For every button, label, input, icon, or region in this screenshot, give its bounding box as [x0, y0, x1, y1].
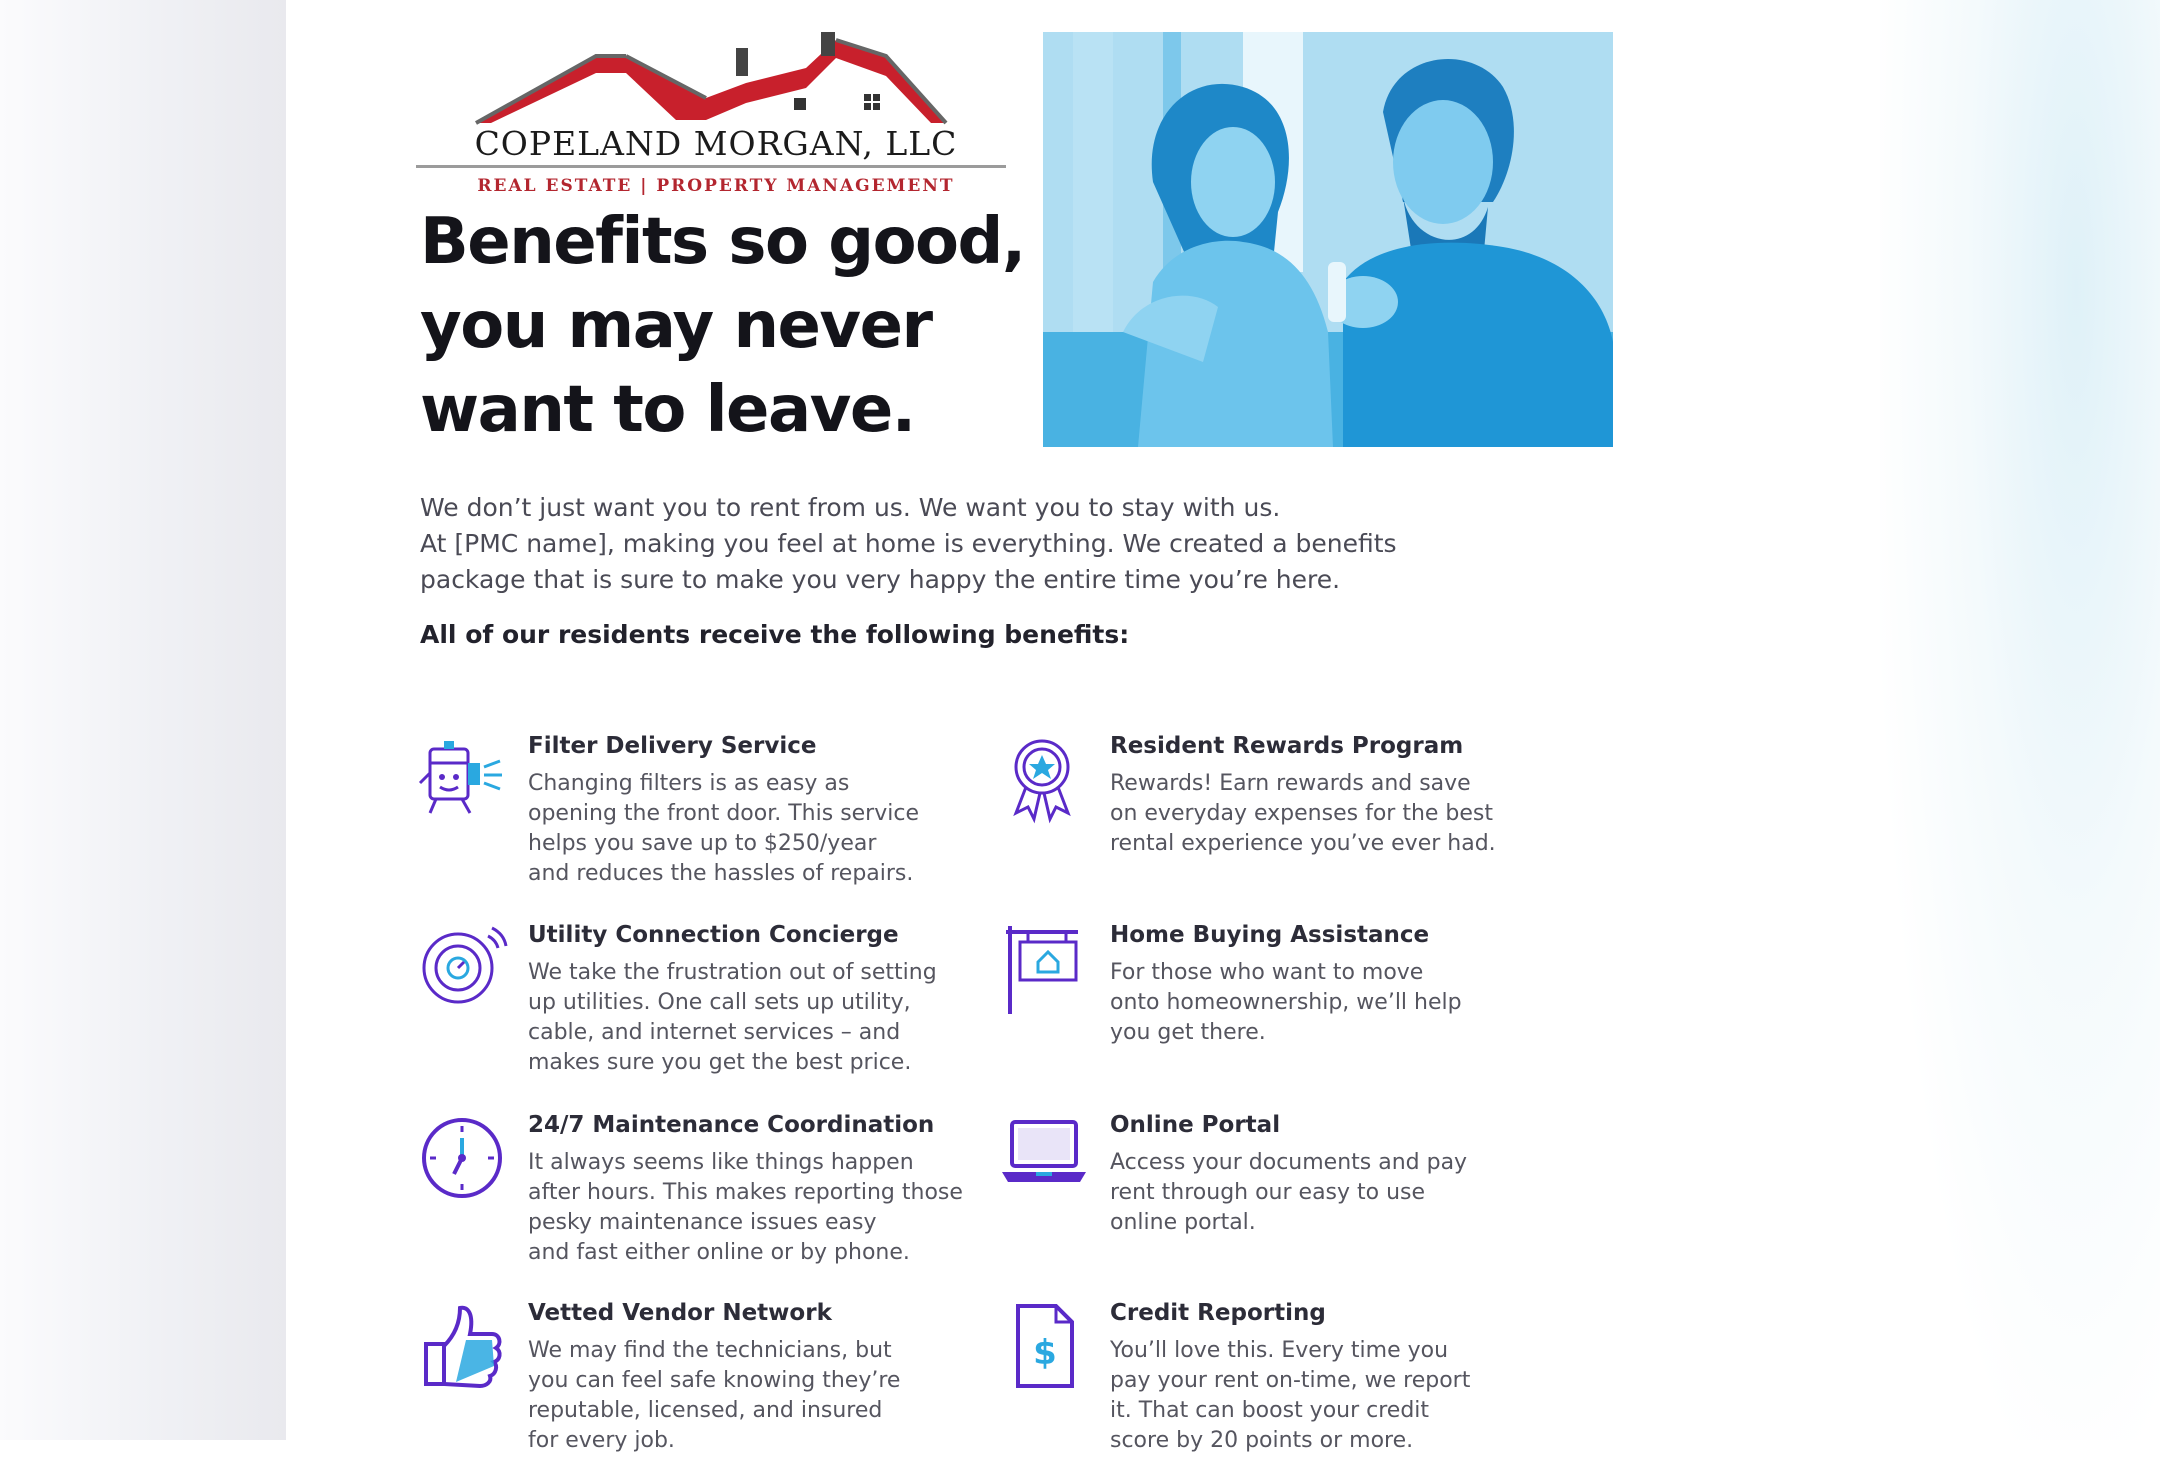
company-name: COPELAND MORGAN, LLC [474, 124, 958, 163]
benefit-desc-line: You’ll love this. Every time you [1110, 1338, 1449, 1363]
couple-photo [1043, 32, 1613, 447]
benefit-desc-line: We take the frustration out of setting [528, 960, 937, 985]
benefit-utility-connection [416, 922, 996, 1082]
clock-icon [416, 1112, 508, 1204]
benefit-desc-line: online portal. [1110, 1210, 1256, 1235]
intro-paragraph [420, 490, 1520, 598]
benefit-desc-line: cable, and internet services – and [528, 1020, 901, 1045]
benefit-title: Online Portal [1110, 1112, 1281, 1138]
benefit-desc-line: For those who want to move [1110, 960, 1424, 985]
benefit-desc-line: score by 20 points or more. [1110, 1428, 1414, 1453]
intro-line-1: We don’t just want you to rent from us. We want you to stay with us. [420, 493, 1281, 522]
benefit-desc-line: rental experience you’ve ever had. [1110, 831, 1496, 856]
house-roof-logo-icon [416, 28, 1016, 128]
filter-delivery-icon [416, 733, 508, 825]
svg-text:$: $ [1033, 1333, 1057, 1373]
benefit-resident-rewards [998, 733, 1578, 893]
utility-meter-icon [416, 922, 508, 1014]
company-tagline: REAL ESTATE | PROPERTY MANAGEMENT [477, 176, 955, 196]
benefit-desc-line: and fast either online or by phone. [528, 1240, 910, 1265]
laptop-icon [998, 1112, 1090, 1204]
benefit-description [1110, 1336, 1470, 1456]
benefit-maintenance [416, 1112, 996, 1272]
benefit-desc-line: up utilities. One call sets up utility, [528, 990, 911, 1015]
benefit-description [528, 1336, 900, 1456]
benefit-title: 24/7 Maintenance Coordination [528, 1112, 935, 1138]
benefit-filter-delivery [416, 733, 996, 893]
company-logo [416, 28, 1016, 208]
benefit-desc-line: you get there. [1110, 1020, 1266, 1045]
benefit-desc-line: on everyday expenses for the best [1110, 801, 1494, 826]
benefit-title: Resident Rewards Program [1110, 733, 1464, 759]
headline-line-1: Benefits so good, [420, 205, 1025, 279]
benefit-credit-reporting [998, 1300, 1578, 1460]
benefit-title: Filter Delivery Service [528, 733, 817, 759]
benefits-lead-in: All of our residents receive the following benefits: [420, 620, 1130, 649]
home-sale-sign-icon [998, 922, 1090, 1014]
benefit-desc-line: Rewards! Earn rewards and save [1110, 771, 1471, 796]
thumbs-up-icon [416, 1300, 508, 1392]
award-ribbon-icon [998, 733, 1090, 825]
benefit-desc-line: it. That can boost your credit [1110, 1398, 1430, 1423]
benefit-title: Utility Connection Concierge [528, 922, 899, 948]
benefit-desc-line: pay your rent on-time, we report [1110, 1368, 1471, 1393]
benefit-home-buying [998, 922, 1578, 1082]
benefit-description [528, 958, 937, 1078]
benefit-desc-line: opening the front door. This service [528, 801, 919, 826]
headline-line-2: you may never [420, 289, 932, 363]
benefit-title: Home Buying Assistance [1110, 922, 1430, 948]
benefit-desc-line: helps you save up to $250/year [528, 831, 877, 856]
intro-line-3: package that is sure to make you very happy the entire time you’re here. [420, 565, 1341, 594]
flyer-page [286, 0, 1880, 1453]
benefit-desc-line: makes sure you get the best price. [528, 1050, 912, 1075]
benefit-desc-line: you can feel safe knowing they’re [528, 1368, 901, 1393]
intro-line-2: At [PMC name], making you feel at home is everything. We created a benefits [420, 529, 1397, 558]
benefit-desc-line: It always seems like things happen [528, 1150, 914, 1175]
benefit-description [528, 769, 919, 889]
benefit-desc-line: for every job. [528, 1428, 675, 1453]
credit-document-icon [998, 1300, 1090, 1392]
benefit-desc-line: reputable, licensed, and insured [528, 1398, 883, 1423]
benefit-description [528, 1148, 963, 1268]
benefit-desc-line: rent through our easy to use [1110, 1180, 1426, 1205]
background-left-blur [0, 0, 286, 1440]
headline [420, 200, 1040, 452]
benefit-title: Vetted Vendor Network [528, 1300, 832, 1326]
benefit-description [1110, 1148, 1467, 1238]
benefit-desc-line: We may find the technicians, but [528, 1338, 892, 1363]
benefit-desc-line: Changing filters is as easy as [528, 771, 850, 796]
benefit-description [1110, 769, 1496, 859]
benefit-desc-line: pesky maintenance issues easy [528, 1210, 877, 1235]
benefit-desc-line: onto homeownership, we’ll help [1110, 990, 1462, 1015]
benefit-vendor-network [416, 1300, 996, 1460]
benefit-desc-line: and reduces the hassles of repairs. [528, 861, 914, 886]
background-right-blur [1880, 0, 2160, 1440]
benefit-desc-line: after hours. This makes reporting those [528, 1180, 963, 1205]
headline-line-3: want to leave. [420, 373, 915, 447]
benefit-online-portal [998, 1112, 1578, 1272]
logo-divider [416, 165, 1006, 168]
benefit-title: Credit Reporting [1110, 1300, 1326, 1326]
benefit-desc-line: Access your documents and pay [1110, 1150, 1468, 1175]
benefit-description [1110, 958, 1462, 1048]
